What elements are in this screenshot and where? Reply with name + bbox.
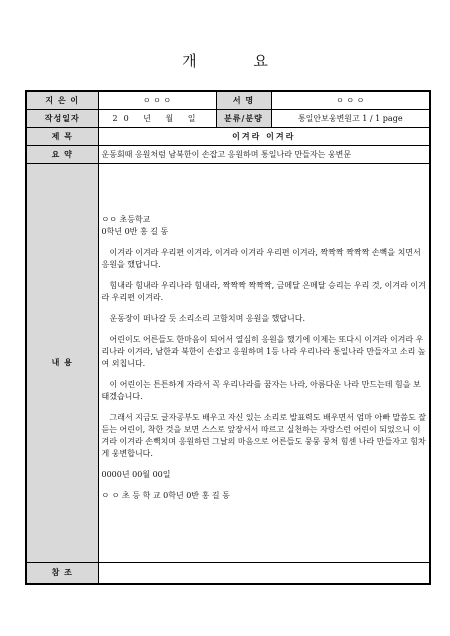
category-label: 분류/분량: [216, 109, 271, 127]
student-line: 0학년 0반 홍 길 동: [101, 227, 169, 236]
content-date: 0000년 00월 00일: [101, 470, 171, 479]
date-label: 작성일자: [26, 109, 98, 127]
school-line: ㅇㅇ 초등학교: [101, 215, 151, 224]
content-row: [26, 163, 430, 562]
content-body: [98, 163, 430, 562]
author-value: ㅇ ㅇ ㅇ: [98, 91, 216, 109]
date-value: 20 년 월 일: [98, 109, 216, 127]
signature-label: 서 명: [216, 91, 271, 109]
summary-value: 운동회때 응원처럼 남북한이 손잡고 응원하며 통일나라 만들자는 웅변문: [98, 145, 430, 163]
content-paragraph: 운동장이 떠나갈 듯 소리소리 고함치며 응원을 했답니다.: [109, 314, 306, 323]
author-label: 지 은 이: [26, 91, 98, 109]
content-paragraph: 이겨라 이겨라 우리편 이겨라, 이겨라 이겨라 우리편 이겨라, 짝짝짝 짝짝짝 손뼉을 치면서 응원을 했답니다.: [101, 248, 421, 269]
content-paragraph: 이 어린이는 튼튼하게 자라서 꼭 우리나라를 꿈자는 나라, 아름다운 나라 만드는데 힘을 보태겠습니다.: [101, 380, 421, 401]
content-signature: ㅇ ㅇ 초 등 학 교 0학년 0반 홍 길 동: [101, 491, 230, 500]
reference-row: [26, 562, 430, 584]
reference-value: [98, 562, 430, 584]
content-paragraph: 어린이도 어른들도 한마음이 되어서 열심히 응원을 했기에 이제는 또다시 이겨라 이겨라 우리나라 이겨라, 남한과 북한이 손잡고 응원하며 1등 나라 우리나라 통일나라 만들자고 소리 높여 외칩니다.: [101, 335, 426, 368]
subject-row: [26, 127, 430, 145]
content-label: 내 용: [26, 163, 98, 562]
summary-row: [26, 145, 430, 163]
category-value: 통일안보웅변원고 1 / 1 page: [271, 109, 430, 127]
summary-label: 요 약: [26, 145, 98, 163]
page-title: 개 요: [182, 52, 294, 70]
summary-form-table: [25, 90, 431, 585]
author-row: [26, 91, 430, 109]
signature-value: ㅇ ㅇ ㅇ: [271, 91, 430, 109]
content-paragraph: 그래서 지금도 글자공부도 배우고 자신 있는 소리로 발표력도 배우면서 엄마 아빠 말씀도 잘 듣는 어린이, 착한 것을 보면 스스로 앞장서서 따르고 실천하는 자랑스런 어린이 되었으니 이겨라 이겨라 손뼉치며 응원하던 그날의 마음으로 어른들도 뭉뭉 뭉처 힘센 나라 만들자고 힘차게 웅변합니다.: [101, 413, 426, 458]
subject-label: 제 목: [26, 127, 98, 145]
content-paragraph: 힘내라 힘내라 우리나라 힘내라, 짝짝짝 짝짝짝, 금메달 은메달 승리는 우리 것, 이겨라 이겨라 우리편 이겨라.: [101, 281, 426, 302]
date-row: [26, 109, 430, 127]
reference-label: 참 조: [26, 562, 98, 584]
subject-value: 이겨라 이겨라: [98, 127, 430, 145]
